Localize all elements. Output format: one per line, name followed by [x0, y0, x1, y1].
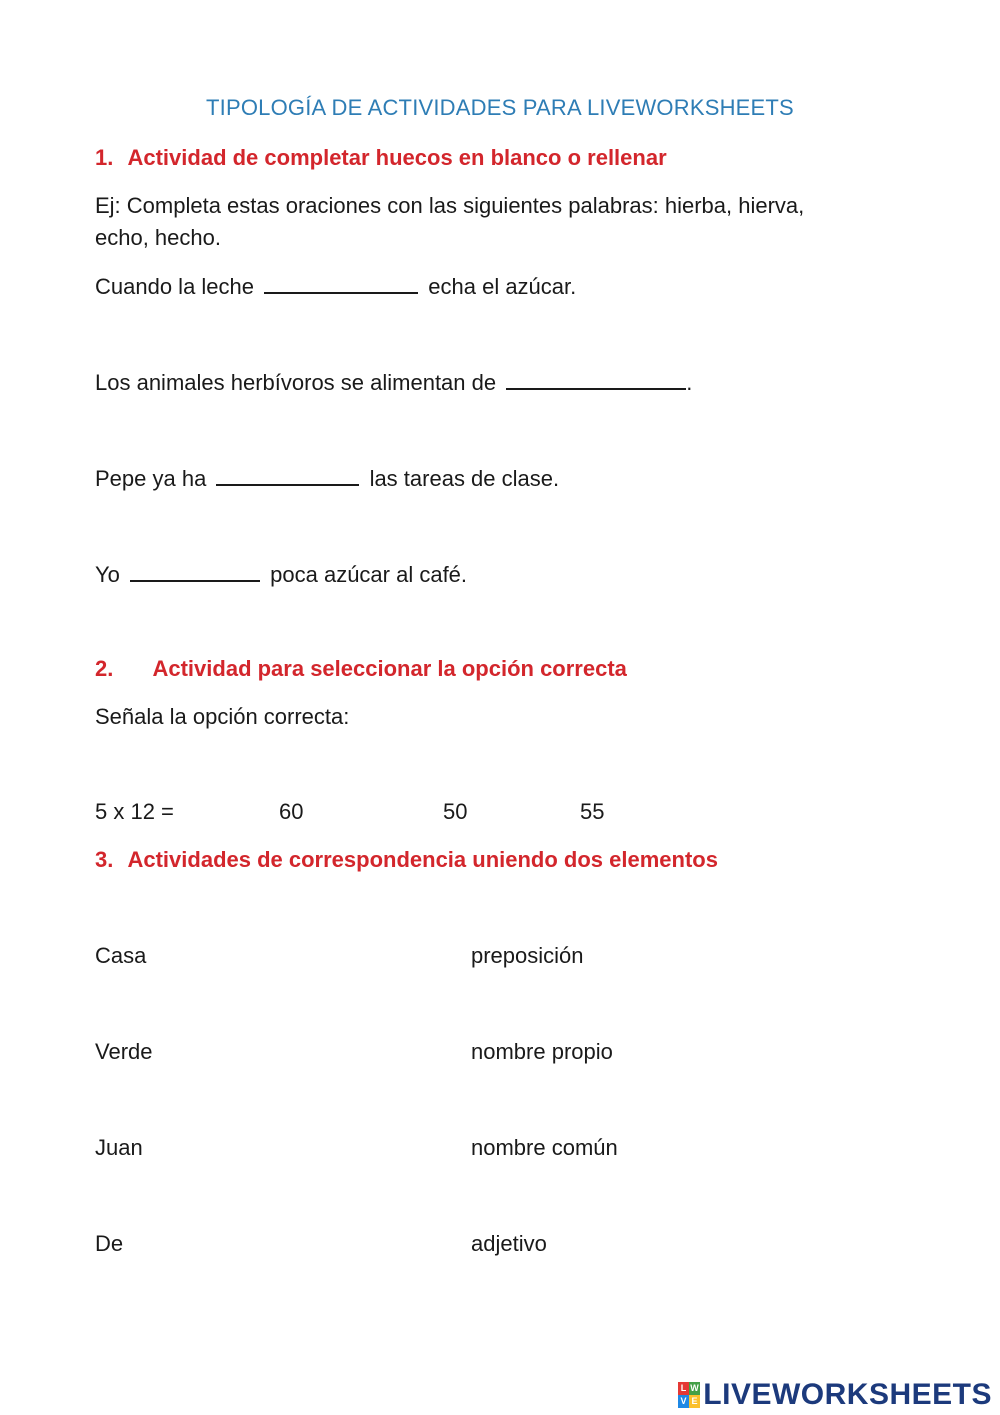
match-right-3[interactable]: nombre común [471, 1135, 618, 1160]
section-2-heading [95, 656, 627, 682]
match-left-1[interactable]: Casa [95, 943, 147, 968]
sentence-3 [95, 464, 559, 492]
option-3[interactable]: 55 [580, 799, 605, 824]
logo-letter-4: E [689, 1395, 700, 1408]
match-right-4[interactable]: adjetivo [471, 1231, 547, 1256]
section-2-instruction: Señala la opción correcta: [95, 704, 350, 729]
sentence-2-before: Los animales herbívoros se alimentan de [95, 370, 497, 395]
logo-letter-1: L [678, 1382, 689, 1395]
sentence-2 [95, 368, 692, 396]
match-left-2[interactable]: Verde [95, 1039, 153, 1064]
section-3-title: Actividades de correspondencia uniendo dos elementos [127, 847, 718, 872]
brand-name: LIVEWORKSHEETS [703, 1378, 992, 1411]
sentence-4-blank[interactable] [130, 560, 260, 582]
sentence-4-after: poca azúcar al café. [270, 562, 468, 587]
section-1-heading [95, 145, 667, 171]
section-1-number: 1. [95, 145, 114, 170]
sentence-4 [95, 560, 467, 588]
option-1[interactable]: 60 [279, 799, 304, 824]
page-title: TIPOLOGÍA DE ACTIVIDADES PARA LIVEWORKSHEETS [206, 95, 794, 120]
section-1-title: Actividad de completar huecos en blanco o rellenar [127, 145, 667, 170]
sentence-1-before: Cuando la leche [95, 274, 255, 299]
section-1-instruction-line-1: Ej: Completa estas oraciones con las siguientes palabras: hierba, hierva, [95, 193, 805, 218]
footer-brand [678, 1378, 992, 1412]
question: 5 x 12 = [95, 799, 174, 824]
match-left-3[interactable]: Juan [95, 1135, 143, 1160]
sentence-2-after: . [686, 370, 693, 395]
sentence-3-before: Pepe ya ha [95, 466, 207, 491]
sentence-4-before: Yo [95, 562, 120, 587]
section-3-heading [95, 847, 718, 873]
match-right-1[interactable]: preposición [471, 943, 584, 968]
sentence-1 [95, 272, 576, 300]
section-2-number: 2. [95, 656, 114, 681]
section-1-instruction-line-2: echo, hecho. [95, 225, 221, 250]
liveworksheets-logo-icon [678, 1382, 700, 1408]
match-right-2[interactable]: nombre propio [471, 1039, 613, 1064]
logo-letter-2: W [690, 1383, 700, 1393]
sentence-3-blank[interactable] [216, 464, 359, 486]
sentence-1-after: echa el azúcar. [428, 274, 577, 299]
option-2[interactable]: 50 [443, 799, 468, 824]
match-left-4[interactable]: De [95, 1231, 124, 1256]
sentence-2-blank[interactable] [506, 368, 686, 390]
sentence-3-after: las tareas de clase. [369, 466, 560, 491]
section-2-title: Actividad para seleccionar la opción correcta [152, 656, 627, 681]
sentence-1-blank[interactable] [264, 272, 418, 294]
logo-letter-3: V [678, 1395, 689, 1408]
section-3-number: 3. [95, 847, 114, 872]
